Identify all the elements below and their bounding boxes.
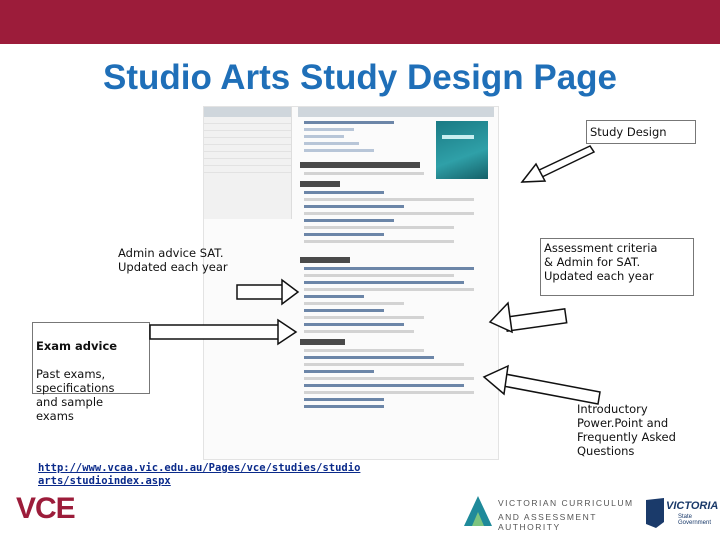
arrow-admin-advice [237, 280, 298, 304]
victoria-map-icon [644, 496, 666, 530]
studio-arts-page-link[interactable]: http://www.vcaa.vic.edu.au/Pages/vce/studies/studio arts/studioindex.aspx [38, 462, 361, 487]
arrow-exam-advice [150, 320, 296, 344]
arrow-study-design [522, 146, 594, 182]
victoria-government-logo [644, 494, 719, 532]
label-admin-advice: Admin advice SAT. Updated each year [118, 246, 228, 274]
vcaa-line-2: AND ASSESSMENT AUTHORITY [498, 512, 597, 532]
victoria-subtitle: State Government [678, 514, 712, 526]
vce-logo: VCE [16, 492, 75, 525]
label-assessment-criteria: Assessment criteria & Admin for SAT. Updated each year [540, 238, 694, 296]
label-introductory: Introductory Power.Point and Frequently Asked Questions [577, 402, 676, 458]
victoria-wordmark: VICTORIA [666, 500, 719, 512]
arrow-assessment-criteria [490, 303, 567, 332]
vcaa-triangle-icon [462, 494, 494, 528]
exam-advice-body: Past exams, specifications and sample exams [36, 367, 115, 423]
slide-title: Studio Arts Study Design Page [102, 58, 618, 97]
label-study-design: Study Design [586, 120, 696, 144]
vcaa-line-1: VICTORIAN CURRICULUM [498, 498, 634, 508]
exam-advice-heading: Exam advice [36, 339, 118, 353]
arrow-introductory [484, 366, 600, 404]
vcaa-logo [462, 494, 634, 530]
